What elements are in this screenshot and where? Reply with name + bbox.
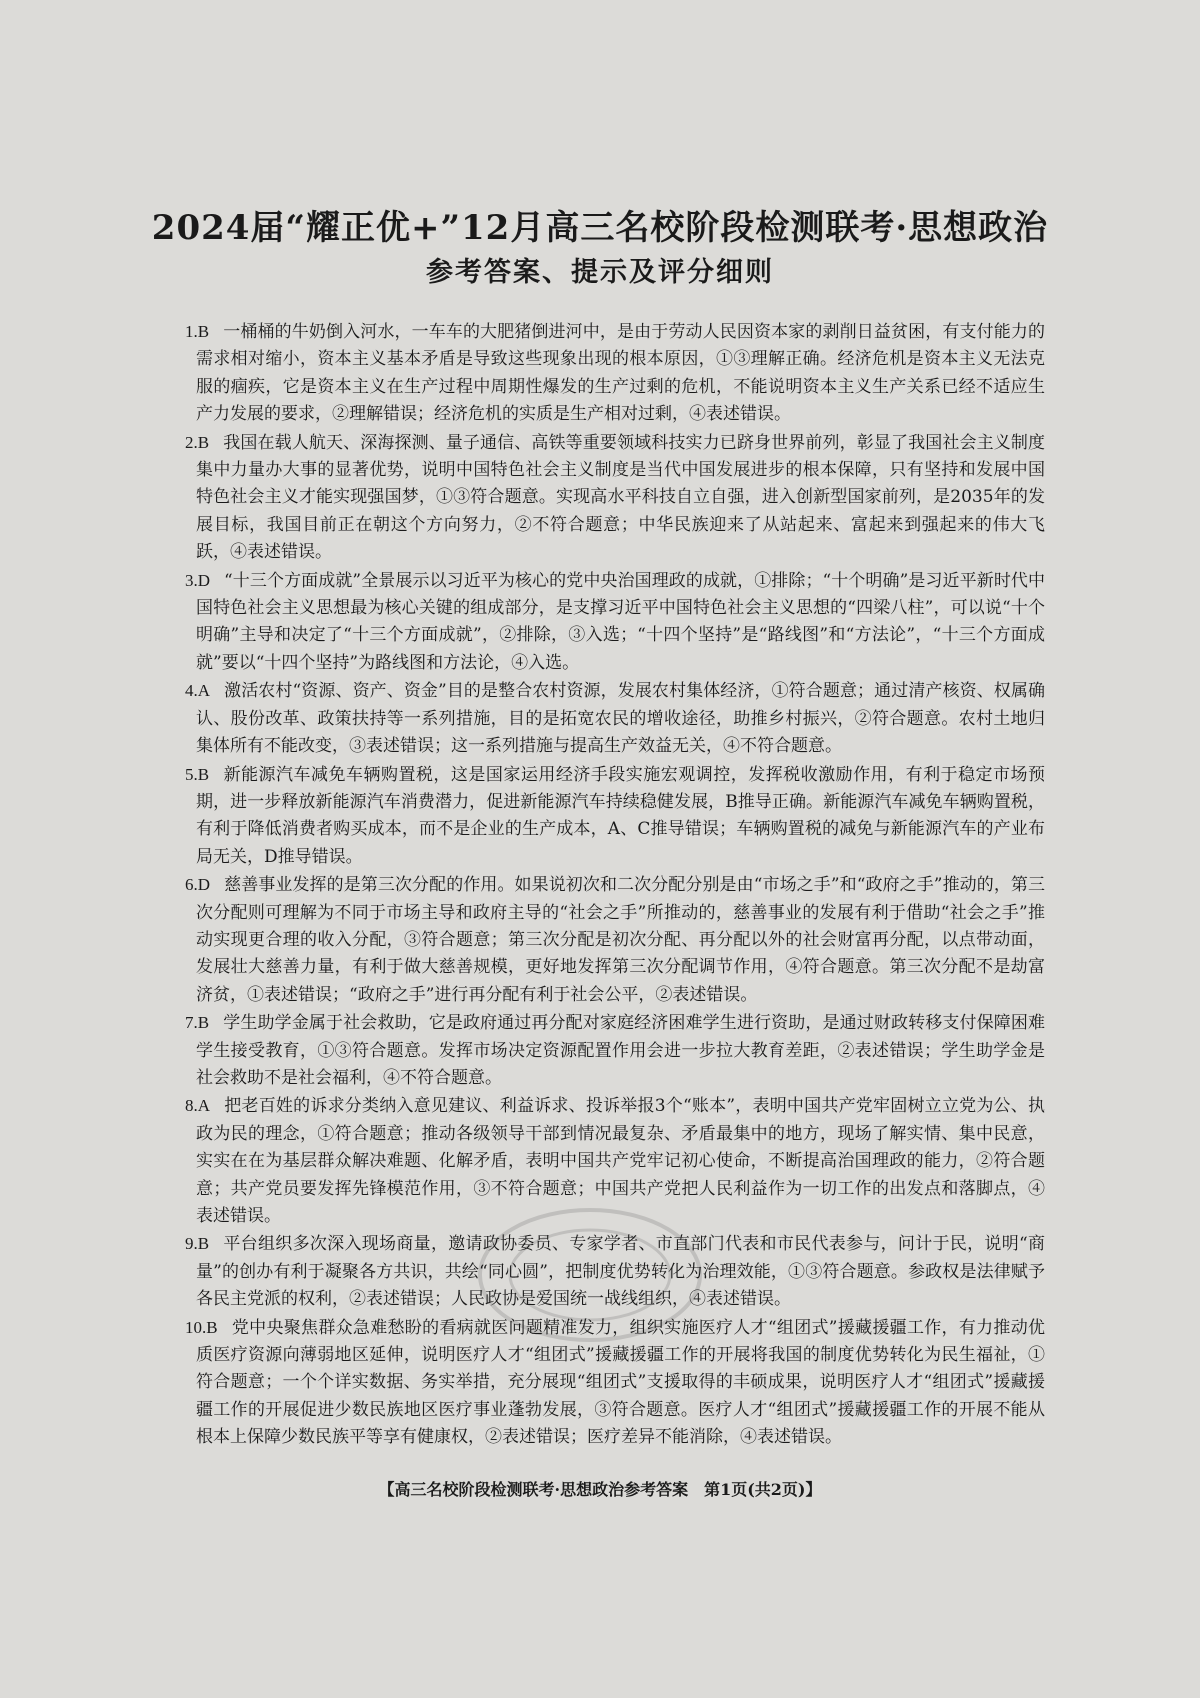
page-footer: 【高三名校阶段检测联考·思想政治参考答案 第1页(共2页)】 xyxy=(378,1480,822,1499)
item-text: “十三个方面成就”全景展示以习近平为核心的党中央治国理政的成就，①排除；“十个明确”是习近平新时代中国特色社会主义思想最为核心关键的组成部分，是支撑习近平中国特色社会主义思想的“四梁八柱”，可以说“十个明确”主导和决定了“十三个方面成就”，②排除，③入选；“十四个坚持”是“路线图”和“方法论”，“十三个方面成就”要以“十四个坚持”为路线图和方法论，④入选。 xyxy=(196,570,1045,673)
answer-item xyxy=(185,1009,1045,1092)
answer-item xyxy=(185,871,1045,1009)
item-number: 4. xyxy=(185,681,198,701)
item-answer: B xyxy=(197,1234,210,1254)
answer-item xyxy=(185,1230,1045,1313)
item-text: 党中央聚焦群众急难愁盼的看病就医问题精准发力，组织实施医疗人才“组团式”援藏援疆工作，有力推动优质医疗资源向薄弱地区延伸，说明医疗人才“组团式”援藏援疆工作的开展将我国的制度优势转化为民生福祉，①符合题意；一个个详实数据、务实举措，充分展现“组团式”支援取得的丰硕成果，说明医疗人才“组团式”援藏援疆工作的开展促进少数民族地区医疗事业蓬勃发展，③符合题意。医疗人才“组团式”援藏援疆工作的开展不能从根本上保障少数民族平等享有健康权，②表述错误；医疗差异不能消除，④表述错误。 xyxy=(196,1317,1045,1448)
answer-item xyxy=(185,318,1045,429)
answer-item xyxy=(185,1092,1045,1230)
item-answer: B xyxy=(197,1013,210,1033)
item-text: 平台组织多次深入现场商量，邀请政协委员、专家学者、市直部门代表和市民代表参与，问计于民，说明“商量”的创办有利于凝聚各方共识，共绘“同心圆”，把制度优势转化为治理效能，①③符合题意。参政权是法律赋予各民主党派的权利，②表述错误；人民政协是爱国统一战线组织，④表述错误。 xyxy=(196,1234,1045,1310)
item-number: 5. xyxy=(185,764,198,784)
item-answer: D xyxy=(197,570,211,590)
answer-item xyxy=(185,567,1045,678)
answer-item xyxy=(185,1314,1045,1452)
item-number: 10. xyxy=(185,1317,207,1337)
item-answer: D xyxy=(197,875,211,895)
item-number: 9. xyxy=(185,1234,198,1254)
answer-list xyxy=(185,318,1045,1452)
item-number: 8. xyxy=(185,1096,198,1116)
answer-item xyxy=(185,761,1045,872)
answer-item xyxy=(185,677,1045,760)
item-answer: A xyxy=(197,681,211,701)
item-number: 2. xyxy=(185,432,198,452)
item-text: 一桶桶的牛奶倒入河水，一车车的大肥猪倒进河中，是由于劳动人民因资本家的剥削日益贫困，有支付能力的需求相对缩小，资本主义基本矛盾是导致这些现象出现的根本原因，①③理解正确。经济危机是资本主义无法克服的痼疾，它是资本主义在生产过程中周期性爆发的生产过剩的危机，不能说明资本主义生产关系已经不适应生产力发展的要求，②理解错误；经济危机的实质是生产相对过剩，④表述错误。 xyxy=(196,322,1045,425)
item-number: 6. xyxy=(185,875,198,895)
item-text: 慈善事业发挥的是第三次分配的作用。如果说初次和二次分配分别是由“市场之手”和“政府之手”推动的，第三次分配则可理解为不同于市场主导和政府主导的“社会之手”所推动的，慈善事业的发展有利于借助“社会之手”推动实现更合理的收入分配，③符合题意；第三次分配是初次分配、再分配以外的社会财富再分配，以点带动面，发展壮大慈善力量，有利于做大慈善规模，更好地发挥第三次分配调节作用，④符合题意。第三次分配不是劫富济贫，①表述错误；“政府之手”进行再分配有利于社会公平，②表述错误。 xyxy=(196,875,1045,1005)
answer-item xyxy=(185,429,1045,567)
item-text: 新能源汽车减免车辆购置税，这是国家运用经济手段实施宏观调控，发挥税收激励作用，有利于稳定市场预期，进一步释放新能源汽车消费潜力，促进新能源汽车持续稳健发展，B推导正确。新能源汽车减免车辆购置税，有利于降低消费者购买成本，而不是企业的生产成本，A、C推导错误；车辆购置税的减免与新能源汽车的产业布局无关，D推导错误。 xyxy=(196,764,1045,867)
item-number: 7. xyxy=(185,1013,198,1033)
item-text: 激活农村“资源、资产、资金”目的是整合农村资源，发展农村集体经济，①符合题意；通过清产核资、权属确认、股份改革、政策扶持等一系列措施，目的是拓宽农民的增收途径，助推乡村振兴，②符合题意。农村土地归集体所有不能改变，③表述错误；这一系列措施与提高生产效益无关，④不符合题意。 xyxy=(196,681,1045,757)
item-answer: A xyxy=(197,1096,211,1116)
item-answer: B xyxy=(197,322,210,341)
item-answer: B xyxy=(206,1317,218,1337)
item-number: 1. xyxy=(185,322,198,341)
item-text: 学生助学金属于社会救助，它是政府通过再分配对家庭经济困难学生进行资助，是通过财政转移支付保障困难学生接受教育，①③符合题意。发挥市场决定资源配置作用会进一步拉大教育差距，②表述错误；学生助学金是社会救助不是社会福利，④不符合题意。 xyxy=(196,1013,1045,1088)
item-answer: B xyxy=(197,764,210,784)
document-title: 2024届“耀正优+”12月高三名校阶段检测联考·思想政治 xyxy=(151,208,1049,248)
item-text: 我国在载人航天、深海探测、量子通信、高铁等重要领域科技实力已跻身世界前列，彰显了我国社会主义制度集中力量办大事的显著优势，说明中国特色社会主义制度是当代中国发展进步的根本保障，只有坚持和发展中国特色社会主义才能实现强国梦，①③符合题意。实现高水平科技自立自强，进入创新型国家前列，是2035年的发展目标，我国目前正在朝这个方向努力，②不符合题意；中华民族迎来了从站起来、富起来到强起来的伟大飞跃，④表述错误。 xyxy=(196,432,1045,563)
item-number: 3. xyxy=(185,570,198,590)
item-answer: B xyxy=(197,432,210,452)
item-text: 把老百姓的诉求分类纳入意见建议、利益诉求、投诉举报3个“账本”，表明中国共产党牢固树立立党为公、执政为民的理念，①符合题意；推动各级领导干部到情况最复杂、矛盾最集中的地方，现场了解实情、集中民意，实实在在为基层群众解决难题、化解矛盾，表明中国共产党牢记初心使命，不断提高治国理政的能力，②符合题意；共产党员要发挥先锋模范作用，③不符合题意；中国共产党把人民利益作为一切工作的出发点和落脚点，④表述错误。 xyxy=(196,1096,1045,1226)
document-subtitle: 参考答案、提示及评分细则 xyxy=(426,257,774,288)
